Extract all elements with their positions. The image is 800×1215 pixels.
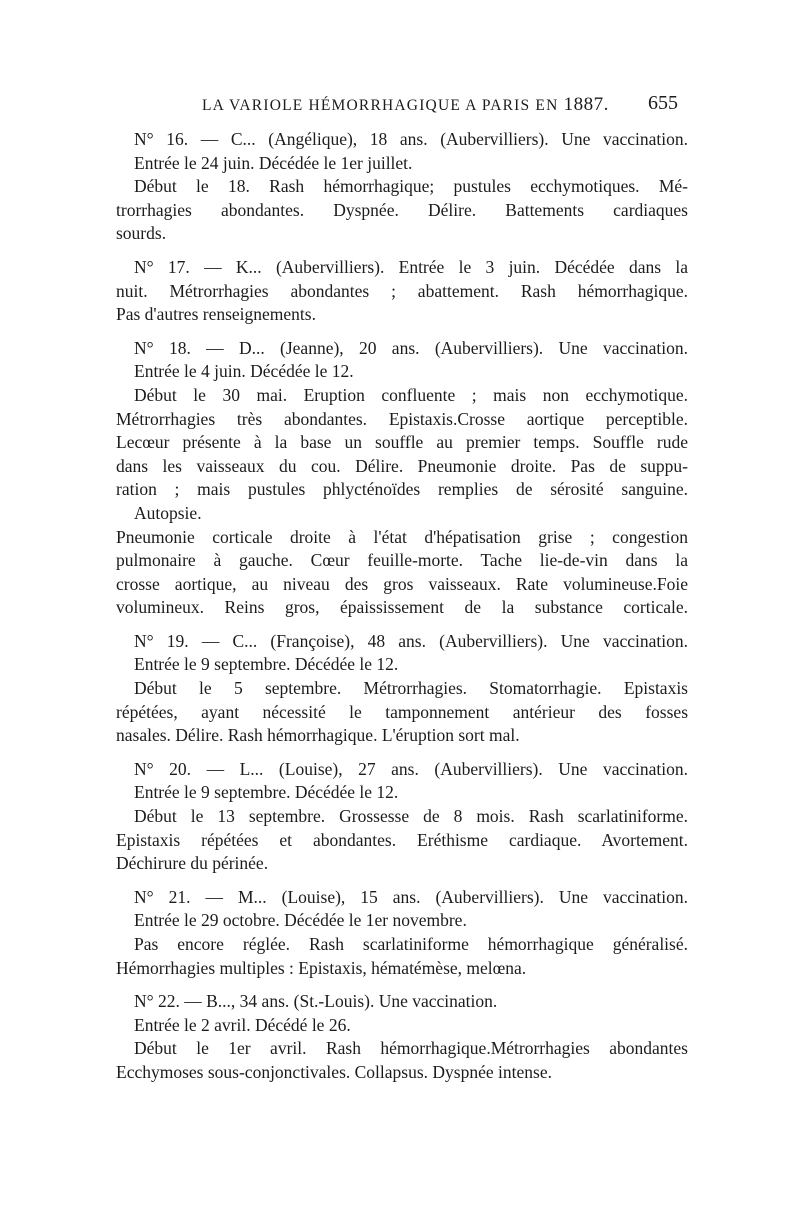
text-line: Lecœur présente à la base un souffle au premier temps. Souffle rude xyxy=(116,432,688,453)
text-line: N° 17. — K... (Aubervilliers). Entrée le 3 juin. Décédée dans la xyxy=(134,256,688,277)
text-line: crosse aortique, au niveau des gros vaisseaux. Rate volumineuse.Foie xyxy=(116,573,688,594)
text-line: ration ; mais pustules phlycténoïdes remplies de sérosité sanguine. xyxy=(116,479,688,500)
text-line: Début le 5 septembre. Métrorrhagies. Stomatorrhagie. Epistaxis xyxy=(134,678,688,699)
text-line: dans les vaisseaux du cou. Délire. Pneumonie droite. Pas de suppu- xyxy=(116,455,688,476)
text-line: Déchirure du périnée. xyxy=(116,853,269,874)
text-line: Pas encore réglée. Rash scarlatiniforme hémorrhagique généralisé. xyxy=(134,934,688,954)
text-line: Entrée le 24 juin. Décédée le 1er juillet. xyxy=(134,152,413,173)
text-line: Epistaxis répétées et abondantes. Eréthisme cardiaque. Avortement. xyxy=(116,829,688,850)
text-line: Entrée le 9 septembre. Décédée le 12. xyxy=(134,654,399,675)
text-line: N° 21. — M... (Louise), 15 ans. (Aubervilliers). Une vaccination. xyxy=(134,886,688,907)
case-separator xyxy=(116,620,688,630)
text-line: Hémorrhagies multiples : Epistaxis, hématémèse, melœna. xyxy=(116,957,527,978)
text-line: trorrhagies abondantes. Dyspnée. Délire. Battements cardiaques xyxy=(116,199,688,220)
text-line: Début le 18. Rash hémorrhagique; pustules ecchymotiques. Mé- xyxy=(134,176,688,197)
text-line: Début le 13 septembre. Grossesse de 8 mois. Rash scarlatiniforme. xyxy=(134,806,688,827)
text-line: N° 20. — L... (Louise), 27 ans. (Aubervilliers). Une vaccination. xyxy=(134,758,688,779)
case-21-block xyxy=(116,886,688,980)
case-17-block xyxy=(116,256,688,327)
text-line: Début le 30 mai. Eruption confluente ; mais non ecchymotique. xyxy=(134,384,688,405)
case-separator xyxy=(116,246,688,256)
case-20-block xyxy=(116,758,688,876)
text-line: N° 18. — D... (Jeanne), 20 ans. (Aubervilliers). Une vaccination. xyxy=(134,337,688,358)
running-title: LA VARIOLE HÉMORRHAGIQUE A PARIS EN xyxy=(202,97,559,114)
text-line: nuit. Métrorrhagies abondantes ; abattement. Rash hémorrhagique. xyxy=(116,280,688,301)
page-number: 655 xyxy=(648,92,678,114)
case-separator xyxy=(116,980,688,990)
text-line: N° 16. — C... (Angélique), 18 ans. (Aubervilliers). Une vaccination. xyxy=(134,129,688,149)
running-year: 1887. xyxy=(563,94,609,115)
text-line: N° 19. — C... (Françoise), 48 ans. (Aubervilliers). Une vaccination. xyxy=(134,630,688,651)
text-line: Pneumonie corticale droite à l'état d'hépatisation grise ; congestion xyxy=(116,526,688,547)
text-line: Ecchymoses sous-conjonctivales. Collapsus. Dyspnée intense. xyxy=(116,1061,552,1082)
case-18-block xyxy=(116,337,688,620)
text-line: nasales. Délire. Rash hémorrhagique. L'éruption sort mal. xyxy=(116,725,520,746)
case-separator xyxy=(116,327,688,337)
text-line: Début le 1er avril. Rash hémorrhagique.Métrorrhagies abondantes xyxy=(134,1038,688,1059)
case-separator xyxy=(116,876,688,886)
text-line: Entrée le 4 juin. Décédée le 12. xyxy=(134,361,354,382)
text-line: pulmonaire à gauche. Cœur feuille-morte. Tache lie-de-vin dans la xyxy=(116,550,688,571)
case-separator xyxy=(116,748,688,758)
running-head xyxy=(202,94,686,116)
case-22-block xyxy=(116,990,688,1084)
case-19-block xyxy=(116,630,688,748)
text-line: Entrée le 2 avril. Décédé le 26. xyxy=(134,1014,351,1035)
text-line: répétées, ayant nécessité le tamponnement antérieur des fosses xyxy=(116,701,688,722)
text-line: volumineux. Reins gros, épaississement de la substance corticale. xyxy=(116,597,688,618)
text-line: N° 22. — B..., 34 ans. (St.-Louis). Une vaccination. xyxy=(134,991,498,1012)
text-line: Pas d'autres renseignements. xyxy=(116,304,316,325)
page-body xyxy=(116,128,688,1085)
text-line: Entrée le 29 octobre. Décédée le 1er novembre. xyxy=(134,910,467,931)
text-line: Autopsie. xyxy=(134,502,202,523)
text-line: Métrorrhagies très abondantes. Epistaxis.Crosse aortique perceptible. xyxy=(116,408,688,429)
case-16-block xyxy=(116,128,688,246)
text-line: Entrée le 9 septembre. Décédée le 12. xyxy=(134,782,399,803)
text-line: sourds. xyxy=(116,223,167,244)
